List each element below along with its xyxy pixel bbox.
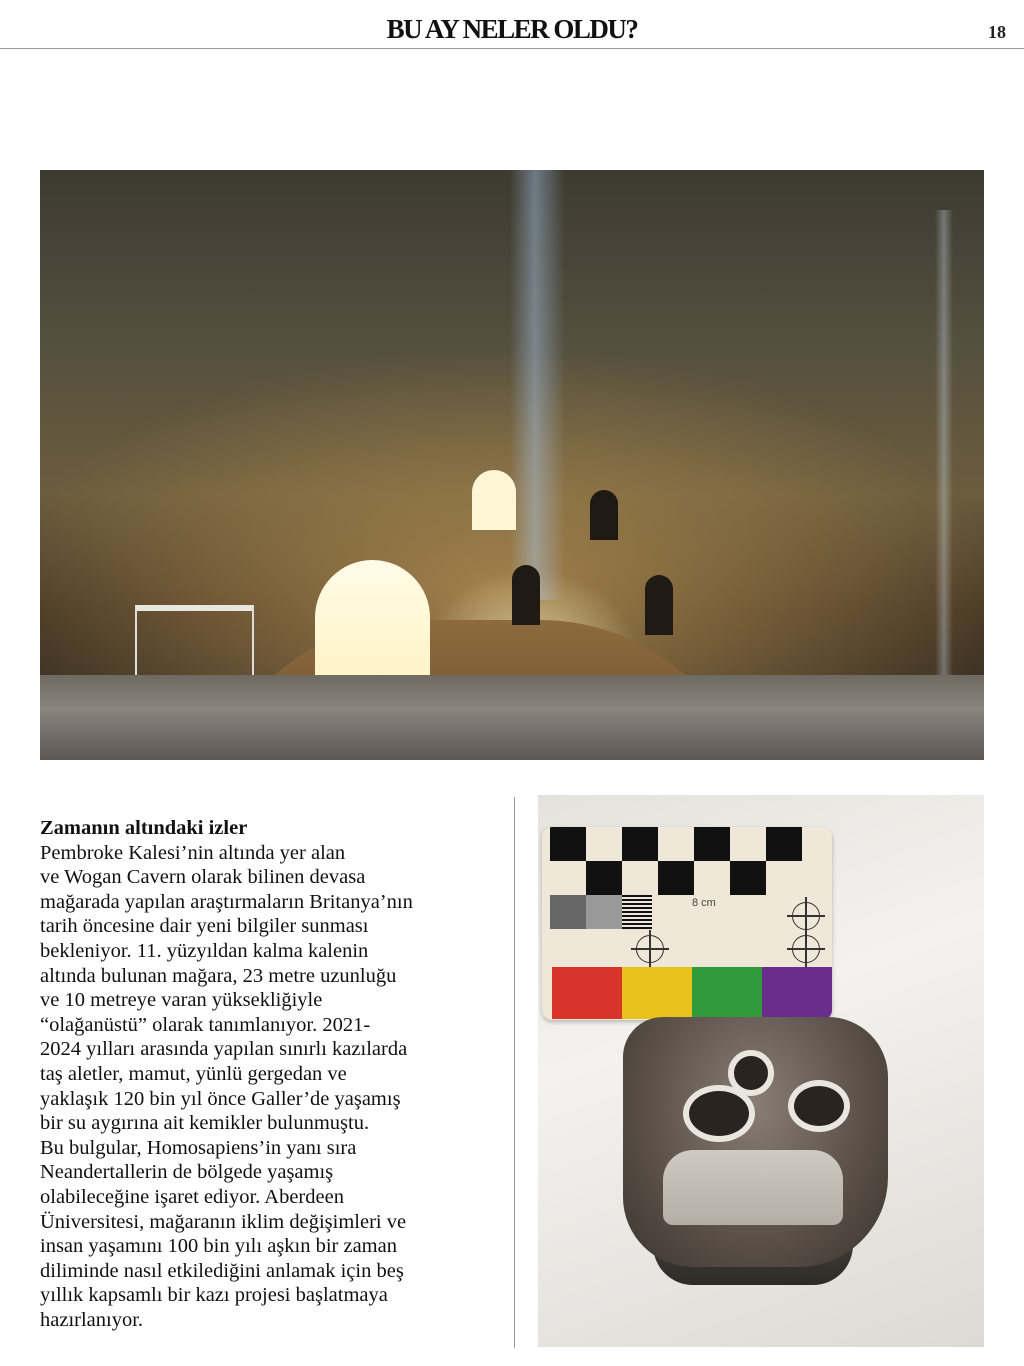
article-line: yıllık kapsamlı bir kazı projesi başlatmaya <box>40 1284 388 1307</box>
page-number: 18 <box>988 22 1006 42</box>
scale-checker <box>658 861 694 895</box>
article-line: hazırlanıyor. <box>40 1308 144 1331</box>
column-divider <box>514 797 515 1348</box>
scale-gray-patch <box>550 895 586 929</box>
dark-window <box>590 490 618 540</box>
article-title: Zamanın altındaki izler <box>40 817 248 839</box>
article-line: 2024 yılları arasında yapılan sınırlı kazılarda <box>40 1038 408 1061</box>
scale-gray-patch <box>586 895 622 929</box>
article-body <box>40 816 500 1332</box>
article-line: Bu bulgular, Homosapiens’in yanı sıra <box>40 1136 357 1159</box>
article-line: diliminde nasıl etkilediğini anlamak için beş <box>40 1259 404 1282</box>
article-line: mağarada yapılan araştırmaların Britanya’nın <box>40 890 413 913</box>
magazine-section-title: BU AY NELER OLDU? <box>386 14 638 44</box>
article-line: Üniversitesi, mağaranın iklim değişimleri ve <box>40 1210 407 1233</box>
article-line: bekleniyor. 11. yüzyıldan kalma kalenin <box>40 939 369 962</box>
cave-photo <box>40 170 984 760</box>
article-line: Pembroke Kalesi’nin altında yer alan <box>40 841 346 864</box>
article-line: Neandertallerin de bölgede yaşamış <box>40 1161 334 1184</box>
article-line: olabileceğine işaret ediyor. Aberdeen <box>40 1185 344 1208</box>
scale-checker <box>550 827 586 861</box>
color-swatch-purple <box>762 967 832 1019</box>
color-swatch-red <box>552 967 622 1019</box>
article-line: tarih öncesine dair yeni bilgiler sunması <box>40 915 369 938</box>
page-header <box>0 0 1024 49</box>
dark-window <box>645 575 673 635</box>
article-line: bir su aygırına ait kemikler bulunmuştu. <box>40 1112 370 1135</box>
scale-checker <box>586 861 622 895</box>
tooth-enamel <box>663 1150 843 1225</box>
lit-window <box>472 470 516 530</box>
tooth-cavity <box>788 1080 850 1132</box>
color-swatch-green <box>692 967 762 1019</box>
light-beam <box>510 170 565 600</box>
crosshair-icon <box>792 902 820 930</box>
tooth-cavity <box>683 1085 755 1142</box>
scale-checker <box>730 861 766 895</box>
scale-label: 8 cm <box>692 897 716 909</box>
lit-archway <box>315 560 430 685</box>
article-line: altında bulunan mağara, 23 metre uzunluğu <box>40 964 397 987</box>
article-line: ve Wogan Cavern olarak bilinen devasa <box>40 866 366 889</box>
scale-line-pattern <box>622 895 652 929</box>
scale-checker <box>766 827 802 861</box>
tooth-fossil-photo <box>538 795 984 1347</box>
color-swatch-yellow <box>622 967 692 1019</box>
article-line: yaklaşık 120 bin yıl önce Galler’de yaşamış <box>40 1087 401 1110</box>
article-line: ve 10 metreye varan yüksekliğiyle <box>40 989 323 1012</box>
article-line: taş aletler, mamut, yünlü gergedan ve <box>40 1062 347 1085</box>
crosshair-icon <box>792 935 820 963</box>
dark-window <box>512 565 540 625</box>
article-line: “olağanüstü” olarak tanımlanıyor. 2021- <box>40 1013 371 1036</box>
scale-checker <box>694 827 730 861</box>
scale-checker <box>622 827 658 861</box>
color-scale-card <box>542 827 832 1020</box>
cave-floor <box>40 675 984 760</box>
article-line: insan yaşamını 100 bin yılı aşkın bir zaman <box>40 1235 397 1258</box>
crosshair-icon <box>636 935 664 963</box>
